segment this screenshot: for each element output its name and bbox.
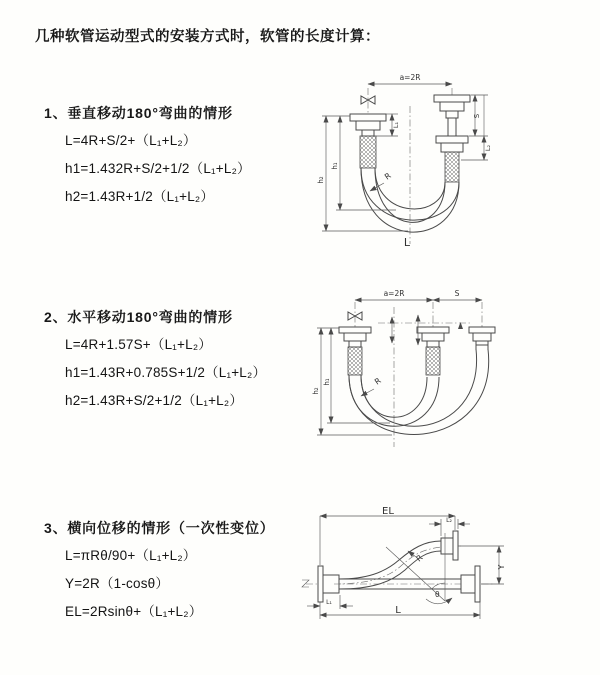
formula-y: Y=2R（1-cosθ） bbox=[65, 576, 170, 591]
page-title: 几种软管运动型式的安装方式时，软管的长度计算： bbox=[35, 29, 380, 45]
dim-label-a2r: a=2R bbox=[399, 73, 421, 82]
diagram-lateral-displacement bbox=[298, 503, 523, 648]
dim-label-l2: L₂ bbox=[484, 144, 492, 152]
section-2-heading: 2、水平移动180°弯曲的情形 bbox=[44, 309, 233, 325]
radius-label: R bbox=[414, 553, 425, 564]
formula-h1: h1=1.43R+0.785S+1/2（L₁+L₂） bbox=[65, 365, 267, 380]
formula-length: L=πRθ/90+（L₁+L₂） bbox=[65, 548, 197, 563]
formula-el: EL=2Rsinθ+（L₁+L₂） bbox=[65, 604, 203, 619]
right-fitting bbox=[469, 327, 495, 350]
left-fitting bbox=[350, 114, 386, 168]
section-1-heading: 1、垂直移动180°弯曲的情形 bbox=[44, 105, 233, 121]
diagram-horizontal-bend bbox=[308, 283, 508, 463]
dim-label-s: S bbox=[473, 113, 481, 119]
radius-leader bbox=[370, 183, 384, 191]
dim-label-h1: h₁ bbox=[331, 162, 339, 170]
formula-h2: h2=1.43R+S/2+1/2（L₁+L₂） bbox=[65, 393, 244, 408]
braided-hose-section bbox=[360, 136, 376, 168]
braided-hose-section bbox=[445, 152, 459, 182]
length-label: L bbox=[403, 236, 411, 249]
dim-label-h1: h₁ bbox=[323, 378, 331, 386]
radius-leader bbox=[408, 551, 416, 557]
dim-label-l2: L₂ bbox=[446, 517, 452, 524]
upper-flange bbox=[441, 531, 458, 560]
radius-label: R bbox=[382, 171, 393, 182]
diagram-vertical-bend bbox=[300, 70, 500, 260]
dim-label-el: EL bbox=[382, 506, 394, 517]
right-flange bbox=[461, 566, 480, 602]
right-fitting-lower bbox=[436, 136, 468, 182]
middle-fitting bbox=[417, 327, 449, 375]
angle-label: θ bbox=[435, 590, 440, 599]
dim-label-l: L bbox=[395, 605, 401, 616]
dim-label-s: S bbox=[454, 289, 460, 298]
braided-hose-section bbox=[426, 347, 440, 375]
right-fitting-upper bbox=[434, 95, 470, 136]
formula-h1: h1=1.432R+S/2+1/2（L₁+L₂） bbox=[65, 161, 251, 176]
dim-label-h2: h₂ bbox=[317, 176, 325, 184]
hose-curves bbox=[349, 349, 489, 435]
radius-label: R bbox=[372, 376, 383, 387]
section-2 bbox=[44, 307, 266, 413]
dim-label-l1: L₁ bbox=[392, 121, 400, 129]
section-3 bbox=[44, 518, 275, 624]
left-fitting bbox=[339, 327, 371, 375]
dim-label-a2r: a=2R bbox=[383, 289, 405, 298]
section-1 bbox=[44, 103, 251, 209]
section-3-heading: 3、横向位移的情形（一次性变位） bbox=[44, 520, 275, 536]
formula-h2: h2=1.43R+1/2（L₁+L₂） bbox=[65, 189, 215, 204]
dim-label-y: Y bbox=[497, 564, 506, 570]
formula-length: L=4R+1.57S+（L₁+L₂） bbox=[65, 337, 212, 352]
dim-label-h2: h₂ bbox=[312, 387, 320, 395]
formula-length: L=4R+S/2+（L₁+L₂） bbox=[65, 133, 197, 148]
centerline-break-mark bbox=[302, 580, 309, 587]
dim-label-l1: L₁ bbox=[326, 599, 332, 606]
braided-hose-section bbox=[348, 347, 362, 375]
